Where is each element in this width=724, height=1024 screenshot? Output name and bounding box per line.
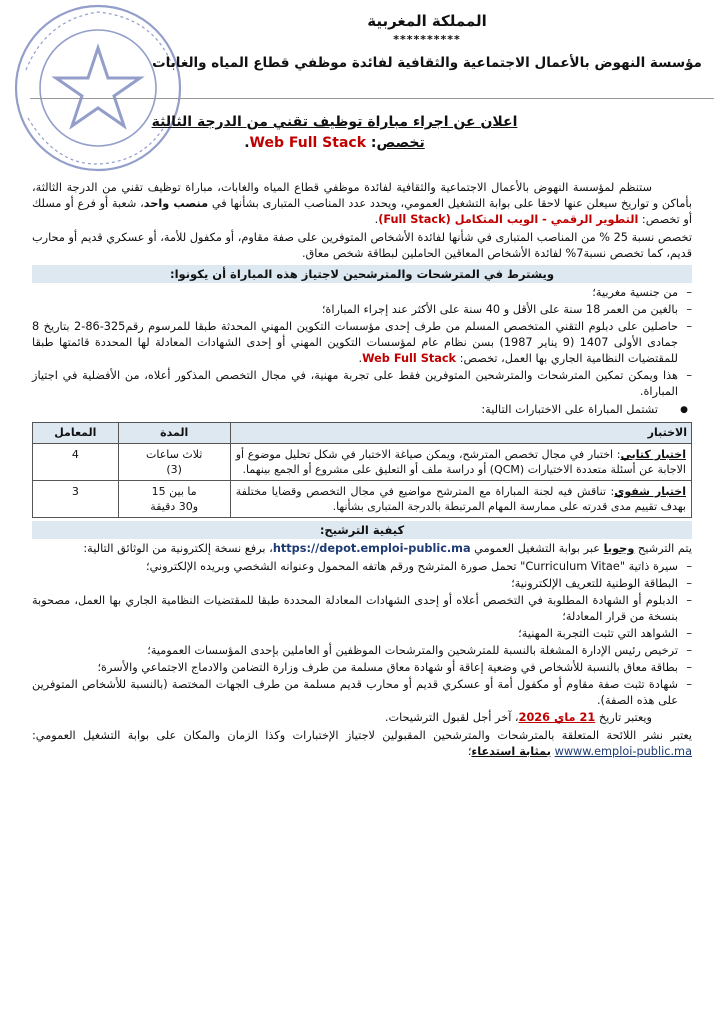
app-intro-mandatory: وجوبا — [603, 542, 635, 555]
emploi-public-link[interactable]: wwww.emploi-public.ma — [554, 745, 692, 758]
document-item: – البطاقة الوطنية للتعريف الإلكترونية؛ — [32, 576, 678, 592]
exams-intro: ● تشتمل المباراة على الاختبارات التالية: — [32, 402, 692, 418]
stars-separator: ********** — [393, 33, 461, 46]
announcement-body — [32, 180, 692, 762]
letterhead — [150, 10, 704, 74]
intro-specialty: التطوير الرقمي - الويب المتكامل (Full Stack) — [378, 213, 639, 226]
quota-paragraph: تخصص نسبة 25 % من المناصب المتبارى في شأنها لفائدة الأشخاص المتوفرين على صفة مقاوم، أو مكفول للأمة، أو عسكري قديم أو محارب قديم، كما تخصص نسبة7% لفائدة الأشخاص المعاقين الحاملين لبطاقة شخص معاق. — [32, 231, 692, 260]
duration-b: و30 دقيقة — [150, 500, 199, 513]
diploma-text: حاصلين على دبلوم التقني المتخصص المسلم من طرف إحدى مؤسسات التكوين المهني المحدثة طبقا للمرسوم رقم325-86-2 بتاريخ 8 جمادى الأولى 1407 (9 يناير 1987) بسن نظام عام لمؤسسات التكوين المهني أو إحدى الشهادات المعادلة لها المحددة قائمتها طبقا للمقتضيات النظامية الجاري بها العمل، تخصص: — [32, 320, 679, 365]
header-divider — [30, 98, 714, 99]
conditions-heading: ويشترط في المترشحات والمترشحين لاجتياز هذه المباراة أن يكونوا: — [32, 265, 692, 283]
deadline-text-b: ، آخر أجل لقبول الترشيحات. — [384, 711, 519, 724]
exam-description — [230, 481, 691, 518]
exam-coef: 3 — [33, 481, 119, 518]
exam-duration — [118, 481, 230, 518]
final-text-c: ؛ — [467, 745, 472, 758]
document-item: – ترخيص رئيس الإدارة المشغلة بالنسبة للمترشحين والمترشحات الموظفين أو العاملين بإحدى المؤسسات العمومية؛ — [32, 643, 678, 659]
app-intro-d: ، برفع نسخة إلكترونية من الوثائق التالية: — [83, 542, 273, 555]
document-item: – بطاقة معاق بالنسبة للأشخاص في وضعية إعاقة أو شهادة معاق مسلمة من طرف وزارة التضامن والادماج الاجتماعي والأسرة؛ — [32, 660, 678, 676]
exam-desc: : تناقش فيه لجنة المباراة مع المترشح مواضيع في مجال التخصص وقضايا مختلفة بهدف تقييم مدى قدرته على ممارسة المهام المرتبطة بالدرجة المتبارى بشأنها. — [235, 485, 686, 513]
application-intro — [32, 541, 692, 557]
intro-text-a: ستنظم لمؤسسة النهوض بالأعمال الاجتماعية والثقافية لفائدة موظفي قطاع المياه والغابات، مباراة توظيف تقني من الدرجة الثالثة، بأماكن و تواريخ سيعلن عنها لاحقا على بوابة التشغيل العمومي، ويحدد عدد المناصب المتبارى بشأنها في — [32, 181, 692, 210]
app-intro-a: يتم الترشيح — [634, 542, 692, 555]
diploma-end: . — [358, 352, 363, 365]
exam-description — [230, 444, 691, 481]
document-item: – سيرة ذاتية "Curriculum Vitae" تحمل صورة المترشح ورقم هاتفه المحمول وعنوانه الشخصي وبريده الإلكتروني؛ — [32, 559, 678, 575]
deadline-date: 21 ماي 2026 — [518, 711, 596, 724]
specialty-end: . — [244, 135, 250, 151]
exam-duration — [118, 444, 230, 481]
conditions-list — [32, 285, 692, 400]
specialty-colon: : — [366, 135, 377, 151]
kingdom-title: المملكة المغربية — [367, 12, 487, 30]
intro-text-c: ، شعبة أو فرع أو مسلك أو تخصص: — [32, 197, 692, 226]
deadline-text-a: ويعتبر تاريخ — [595, 711, 652, 724]
document-item: – شهادة تثبت صفة مقاوم أو مكفول أمة أو عسكري قديم أو محارب قديم مسلمة من طرف الجهات المختصة (بالنسبة للأشخاص المتوفرين على هذه الصفة). — [32, 677, 678, 709]
exam-desc: : اختبار في مجال تخصص المترشح، ويمكن صياغة الاختبار في شكل تحليل موضوع أو الاجابة عن أسئلة متعددة الاختيارات (QCM) أو دراسة ملف أو التعليق على مشروع أو الجمع بينهما. — [235, 448, 686, 476]
exams-table-header — [33, 423, 692, 444]
final-text-a: يعتبر نشر اللائحة المتعلقة بالمترشحات والمترشحين المقبولين لاجتياز الإختبارات وكذا الزمان والمكان على بوابة التشغيل العمومي: — [32, 729, 692, 742]
header-duration: المدة — [118, 423, 230, 444]
document-item: – الشواهد التي تثبت التجربة المهنية؛ — [32, 626, 678, 642]
specialty-line — [130, 132, 539, 154]
posts-count: منصب واحد — [143, 197, 209, 210]
foundation-name: مؤسسة النهوض بالأعمال الاجتماعية والثقافية لفائدة موظفي قطاع المياه والغابات — [152, 55, 702, 71]
diploma-specialty: Web Full Stack — [362, 352, 457, 365]
application-heading: كيفية الترشيح: — [32, 521, 692, 539]
portal-link[interactable]: https://depot.emploi-public.ma — [272, 542, 471, 555]
exam-name: اختبار كتابي — [620, 448, 686, 461]
documents-list — [32, 559, 692, 709]
exams-table — [32, 422, 692, 518]
exam-coef: 4 — [33, 444, 119, 481]
deadline-line — [32, 710, 692, 726]
header-coef: المعامل — [33, 423, 119, 444]
exam-name: اختبار شفوي — [614, 485, 687, 498]
app-intro-c: عبر بوابة التشغيل العمومي — [470, 542, 604, 555]
table-row — [33, 481, 692, 518]
duration-a: ثلاث ساعات — [146, 448, 203, 461]
intro-paragraph — [32, 180, 692, 228]
condition-item-diploma — [32, 319, 678, 367]
intro-text-e: . — [374, 213, 379, 226]
specialty-label: تخصص — [376, 135, 425, 151]
duration-b: (3) — [166, 463, 182, 476]
condition-note: – هذا ويمكن تمكين المترشحات والمترشحين المتوفرين فقط على تجربة مهنية، في مجال التخصص المذكور أعلاه، من الأفضلية في اجتياز المباراة. — [32, 368, 678, 400]
table-row — [33, 444, 692, 481]
announcement-title-block — [130, 112, 539, 154]
duration-a: ما بين 15 — [151, 485, 197, 498]
condition-item: – من جنسية مغربية؛ — [32, 285, 678, 301]
condition-item: – بالغين من العمر 18 سنة على الأقل و 40 سنة على الأكثر عند إجراء المباراة؛ — [32, 302, 678, 318]
announcement-title: اعلان عن اجراء مباراة توظيف تقني من الدرجة الثالثة — [151, 114, 518, 130]
document-item: – الدبلوم أو الشهادة المطلوبة في التخصص أعلاه أو إحدى الشهادات المعادلة المحددة طبقا للمقتضيات النظامية الجاري بها العمل، مصحوبة بنسخة من قرار المعادلة؛ — [32, 593, 678, 625]
header-exam: الاختبار — [230, 423, 691, 444]
specialty-value: Web Full Stack — [249, 135, 367, 151]
final-notice — [32, 728, 692, 760]
final-convocation: بمثابة استدعاء — [471, 745, 551, 758]
